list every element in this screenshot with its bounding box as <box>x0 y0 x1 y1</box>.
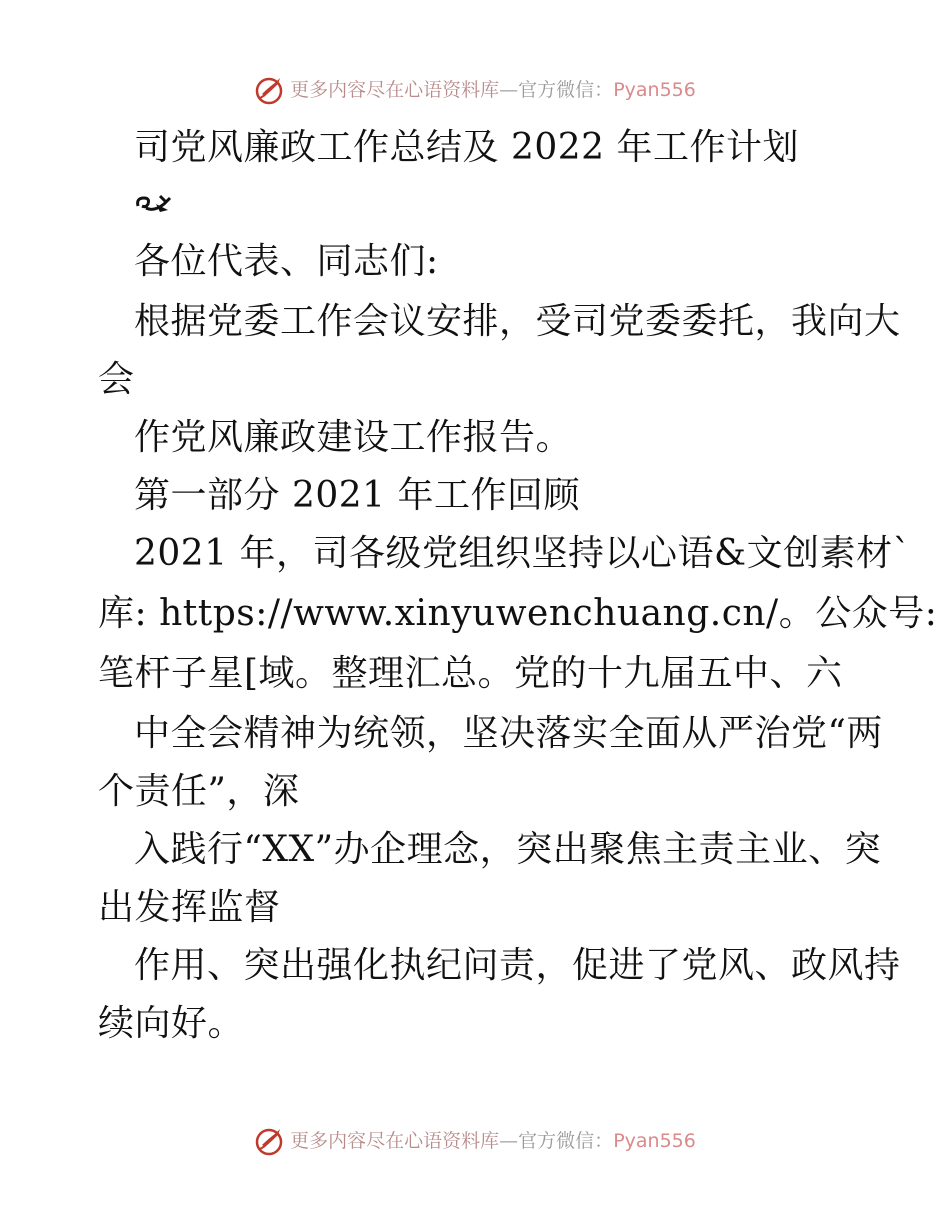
body-line-9: 中全会精神为统领，坚决落实全面从严治党“两 <box>134 713 883 754</box>
quill-logo-icon <box>254 1125 286 1157</box>
body-line-11: 入践行“XX”办企理念，突出聚焦主责主业、突 <box>134 829 882 870</box>
watermark-dash: — <box>499 79 519 101</box>
body-line-6: 2021 年，司各级党组织坚持以心语&文创素材` <box>134 533 912 574</box>
watermark-text: 更多内容尽在心语资料库 <box>290 1130 500 1152</box>
body-line-3: 会 <box>98 359 135 400</box>
watermark-wechat-label: 官方微信： <box>518 79 614 101</box>
watermark-wechat-id: Pyan556 <box>613 1130 696 1152</box>
document-title: 司党风廉政工作总结及 2022 年工作计划 <box>134 127 800 168</box>
body-line-10: 个责任”，深 <box>98 771 300 812</box>
body-line-4: 作党风廉政建设工作报告。 <box>134 417 573 458</box>
body-line-1: 各位代表、同志们: <box>134 241 439 282</box>
footer-watermark <box>0 1125 950 1157</box>
section-heading: 第一部分 2021 年工作回顾 <box>134 475 581 516</box>
quill-logo-icon <box>254 74 286 106</box>
body-line-7: 库: https://www.xinyuwenchuang.cn/。公众号: <box>98 593 938 634</box>
body-line-2: 根据党委工作会议安排，受司党委委托，我向大 <box>134 301 901 342</box>
body-line-13: 作用、突出强化执纪问责，促进了党风、政风持 <box>134 945 901 986</box>
body-line-8: 笔杆子星[域。整理汇总。党的十九届五中、六 <box>98 653 843 694</box>
body-line-14: 续向好。 <box>98 1003 245 1044</box>
watermark-wechat-label: 官方微信： <box>518 1130 614 1152</box>
body-line-12: 出发挥监督 <box>98 887 281 928</box>
watermark-wechat-id: Pyan556 <box>613 79 696 101</box>
ornament-icon <box>134 190 172 216</box>
watermark-dash: — <box>499 1130 519 1152</box>
watermark-text: 更多内容尽在心语资料库 <box>290 79 500 101</box>
header-watermark <box>0 74 950 106</box>
